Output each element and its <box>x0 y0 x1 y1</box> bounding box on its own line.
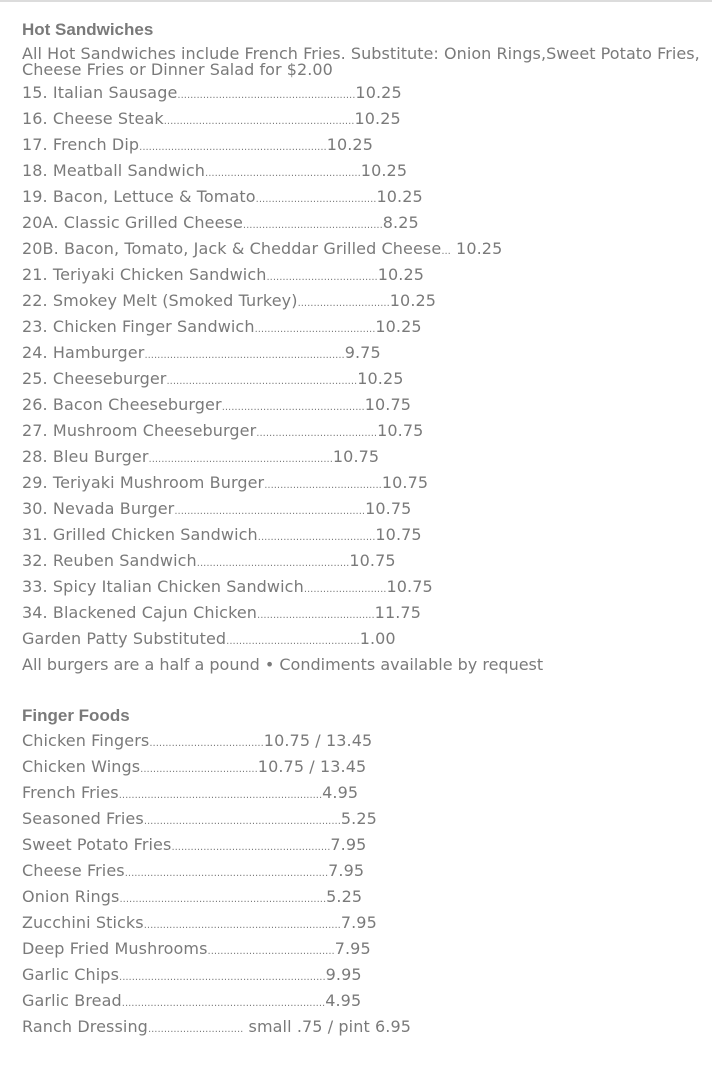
menu-item <box>22 754 702 780</box>
item-price: 10.25 <box>376 187 423 206</box>
item-name: 24. Hamburger <box>22 343 145 362</box>
dot-leader: .......................................................... <box>148 454 333 465</box>
menu-item <box>22 184 702 210</box>
dot-leader: .......................................... <box>226 636 360 647</box>
menu-item <box>22 910 702 936</box>
item-price: 10.25 <box>355 83 402 102</box>
dot-leader: ............................................................... <box>144 350 345 361</box>
item-price: 1.00 <box>359 629 396 648</box>
item-name: 27. Mushroom Cheeseburger <box>22 421 257 440</box>
dot-leader: ............................................ <box>242 220 383 231</box>
dot-leader: ...................................... <box>256 428 378 439</box>
item-name: 31. Grilled Chicken Sandwich <box>22 525 258 544</box>
menu-item <box>22 988 702 1014</box>
dot-leader: ................................................. <box>205 168 361 179</box>
menu-item <box>22 832 702 858</box>
item-name: 21. Teriyaki Chicken Sandwich <box>22 265 267 284</box>
dot-leader: ... <box>441 246 451 257</box>
dot-leader: ............................................................ <box>166 376 358 387</box>
dot-leader: .......................... <box>303 584 387 595</box>
menu-item <box>22 496 702 522</box>
item-name: 28. Bleu Burger <box>22 447 149 466</box>
dot-leader: .................................... <box>149 738 264 749</box>
item-name: Garlic Bread <box>22 991 122 1010</box>
menu-item <box>22 236 702 262</box>
dot-leader: ............................................................ <box>163 116 355 127</box>
menu-item <box>22 728 702 754</box>
dot-leader: ...................................... <box>255 194 377 205</box>
dot-leader: ........................................................... <box>139 142 327 153</box>
item-name: 25. Cheeseburger <box>22 369 167 388</box>
menu-item <box>22 106 702 132</box>
dot-leader: ................................... <box>266 272 378 283</box>
item-name: Ranch Dressing <box>22 1017 148 1036</box>
item-name: 33. Spicy Italian Chicken Sandwich <box>22 577 304 596</box>
item-price: 10.25 <box>360 161 408 180</box>
dot-leader: ........................................ <box>207 946 335 957</box>
item-price: 7.95 <box>340 913 377 932</box>
menu-item <box>22 340 702 366</box>
item-name: Onion Rings <box>22 887 120 906</box>
item-price: 10.25 <box>450 239 503 258</box>
section-title-finger-foods: Finger Foods <box>22 706 130 725</box>
menu-item <box>22 574 702 600</box>
item-price: 10.25 <box>326 135 373 154</box>
item-name: 20B. Bacon, Tomato, Jack & Cheddar Grilled Cheese <box>22 239 442 258</box>
menu-item <box>22 600 702 626</box>
menu-item <box>22 884 702 910</box>
menu-item <box>22 780 702 806</box>
item-name: Zucchini Sticks <box>22 913 144 932</box>
item-price: 10.75 <box>349 551 396 570</box>
dot-leader: .............................................................. <box>143 920 341 931</box>
menu-item <box>22 262 702 288</box>
menu-item <box>22 132 702 158</box>
section-title-hot-sandwiches: Hot Sandwiches <box>22 20 154 39</box>
item-name: 29. Teriyaki Mushroom Burger <box>22 473 265 492</box>
menu-item <box>22 158 702 184</box>
item-name: Garden Patty Substituted <box>22 629 227 648</box>
dot-leader: .................................................. <box>171 842 331 853</box>
menu-item <box>22 210 702 236</box>
item-name: Sweet Potato Fries <box>22 835 172 854</box>
dot-leader: ..................................... <box>257 532 376 543</box>
dot-leader: ............................. <box>297 298 390 309</box>
hot-sandwiches-section <box>22 18 702 678</box>
menu-item <box>22 1014 702 1040</box>
item-price: 5.25 <box>326 887 363 906</box>
item-name: 20A. Classic Grilled Cheese <box>22 213 243 232</box>
item-price: 10.75 <box>386 577 433 596</box>
menu-item <box>22 962 702 988</box>
item-price: 9.75 <box>344 343 381 362</box>
item-price: 9.95 <box>325 965 362 984</box>
item-price: 10.75 / 13.45 <box>257 757 367 776</box>
item-name: Garlic Chips <box>22 965 120 984</box>
top-divider <box>0 0 712 2</box>
item-price: 10.25 <box>389 291 437 310</box>
item-price: 10.75 <box>381 473 429 492</box>
menu-item <box>22 858 702 884</box>
item-price: 7.95 <box>330 835 367 854</box>
menu-page <box>22 18 702 1040</box>
item-price: 10.75 <box>332 447 380 466</box>
item-price: 8.25 <box>382 213 419 232</box>
burger-note: All burgers are a half a pound • Condiments available by request <box>22 655 544 674</box>
item-name: 18. Meatball Sandwich <box>22 161 206 180</box>
dot-leader: .............................................................. <box>143 816 341 827</box>
dot-leader: ............................................. <box>221 402 365 413</box>
dot-leader: ...................................... <box>254 324 376 335</box>
item-price: 4.95 <box>322 783 359 802</box>
item-name: 15. Italian Sausage <box>22 83 178 102</box>
menu-item <box>22 522 702 548</box>
item-name: Chicken Wings <box>22 757 141 776</box>
item-name: 17. French Dip <box>22 135 140 154</box>
dot-leader: ................................................ <box>196 558 350 569</box>
item-name: Cheese Fries <box>22 861 125 880</box>
section-spacer <box>22 678 702 704</box>
dot-leader: ............................................................ <box>174 506 366 517</box>
item-price: 10.25 <box>377 265 425 284</box>
dot-leader: ..................................... <box>140 764 258 775</box>
item-price: 10.75 <box>365 499 412 518</box>
menu-item <box>22 470 702 496</box>
dot-leader: ................................................................. <box>119 894 327 905</box>
item-price: 7.95 <box>334 939 371 958</box>
dot-leader: ................................................................ <box>121 998 326 1009</box>
finger-foods-section <box>22 704 702 1040</box>
hot-sandwiches-intro: All Hot Sandwiches include French Fries. Substitute: Onion Rings,Sweet Potato Fries, Cheese Fries or Dinner Salad for $2.00 <box>22 44 700 79</box>
item-name: Deep Fried Mushrooms <box>22 939 208 958</box>
dot-leader: ........................................................ <box>177 90 356 101</box>
dot-leader: .............................. <box>147 1024 244 1035</box>
item-price: 10.25 <box>354 109 401 128</box>
menu-item <box>22 626 702 652</box>
menu-item <box>22 366 702 392</box>
item-price: 10.75 <box>364 395 412 414</box>
item-name: 34. Blackened Cajun Chicken <box>22 603 258 622</box>
item-name: French Fries <box>22 783 119 802</box>
menu-item <box>22 444 702 470</box>
item-price: small .75 / pint 6.95 <box>243 1017 412 1036</box>
item-name: 22. Smokey Melt (Smoked Turkey) <box>22 291 298 310</box>
item-price: 11.75 <box>374 603 421 622</box>
dot-leader: ..................................... <box>257 610 375 621</box>
hot-sandwiches-list <box>22 80 702 652</box>
dot-leader: ................................................................ <box>118 790 323 801</box>
item-price: 7.95 <box>328 861 365 880</box>
item-name: 16. Cheese Steak <box>22 109 164 128</box>
item-price: 4.95 <box>325 991 362 1010</box>
menu-item <box>22 80 702 106</box>
item-price: 10.75 <box>377 421 424 440</box>
item-name: Seasoned Fries <box>22 809 144 828</box>
item-price: 10.75 <box>375 525 422 544</box>
dot-leader: ................................................................. <box>119 972 326 983</box>
menu-item <box>22 936 702 962</box>
item-price: 5.25 <box>340 809 377 828</box>
menu-item <box>22 288 702 314</box>
item-name: 26. Bacon Cheeseburger <box>22 395 222 414</box>
item-name: Chicken Fingers <box>22 731 150 750</box>
menu-item <box>22 392 702 418</box>
item-name: 32. Reuben Sandwich <box>22 551 197 570</box>
item-name: 30. Nevada Burger <box>22 499 175 518</box>
menu-item <box>22 418 702 444</box>
item-price: 10.75 / 13.45 <box>263 731 373 750</box>
finger-foods-list <box>22 728 702 1040</box>
dot-leader: ..................................... <box>264 480 382 491</box>
item-price: 10.25 <box>357 369 404 388</box>
item-name: 19. Bacon, Lettuce & Tomato <box>22 187 256 206</box>
menu-item <box>22 314 702 340</box>
menu-item <box>22 806 702 832</box>
item-name: 23. Chicken Finger Sandwich <box>22 317 255 336</box>
dot-leader: ................................................................ <box>124 868 329 879</box>
menu-item <box>22 548 702 574</box>
item-price: 10.25 <box>375 317 422 336</box>
